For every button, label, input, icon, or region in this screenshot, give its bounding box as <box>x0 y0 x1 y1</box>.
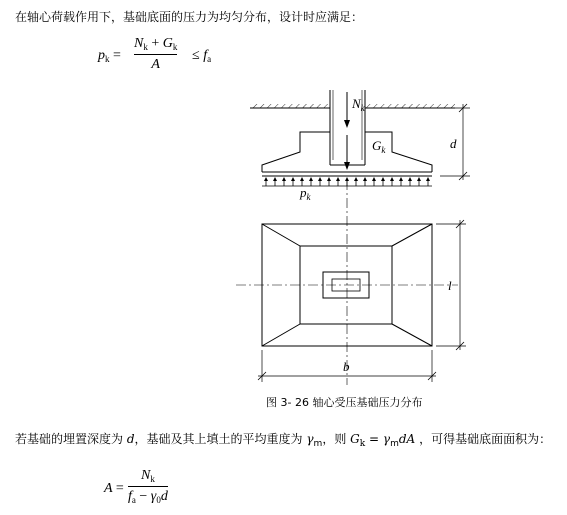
pressure-arrow-head <box>363 177 367 181</box>
s2-eq: = <box>365 432 383 446</box>
formula2-lhs <box>104 481 124 497</box>
pressure-arrow-head <box>327 177 331 181</box>
d2-symbol: d <box>160 489 168 504</box>
pressure-arrow-head <box>381 177 385 181</box>
formula2-numerator <box>141 468 155 484</box>
s2-gamma-m: γ <box>306 432 314 446</box>
fa2-sub: a <box>131 495 136 505</box>
pressure-arrow-head <box>300 177 304 181</box>
s2-gk: G <box>350 432 360 446</box>
equals-sign-2: = <box>115 481 124 496</box>
s2-gamma-m-sub: m <box>313 439 323 449</box>
p-sub: k <box>105 54 110 64</box>
plus-sign: + <box>147 36 163 51</box>
fa-symbol: f <box>203 48 208 63</box>
s2-d: d <box>126 432 135 446</box>
nk-arrow <box>344 92 350 128</box>
nk2-symbol: N <box>140 468 151 483</box>
pk-label: $p_k$ <box>300 185 311 202</box>
pressure-arrow-head <box>372 177 376 181</box>
sentence-2 <box>15 432 551 448</box>
gk-symbol: G <box>162 36 173 51</box>
nk-label: $N_k$ <box>352 96 365 113</box>
equals-sign: = <box>113 48 121 63</box>
formula2-fraction <box>128 468 168 505</box>
formula2-denominator <box>128 489 168 505</box>
intro-text: 在轴心荷载作用下，基础底面的压力为均匀分布，设计时应满足： <box>15 10 364 24</box>
s2-part1: 若基础的埋置深度为 <box>15 432 124 446</box>
minus-sign: − <box>135 489 151 504</box>
s2-gk-sub: k <box>359 439 366 449</box>
fa-sub: a <box>207 54 212 64</box>
s2-gamma-sub: m <box>390 439 399 449</box>
d-label: d <box>450 136 457 151</box>
figure-caption: 图 3- 26 轴心受压基础压力分布 <box>266 396 423 409</box>
pressure-arrow-head <box>291 177 295 181</box>
pressure-arrow-head <box>318 177 322 181</box>
s2-part3: ，则 <box>322 432 347 446</box>
formula1-denominator: A <box>151 57 160 72</box>
nk-sub: k <box>143 42 148 52</box>
gk-label: $G_k$ <box>372 138 386 155</box>
nk-symbol: N <box>134 36 144 51</box>
pressure-arrow-head <box>399 177 403 181</box>
nk2-sub: k <box>150 474 155 484</box>
s2-part2: ，基础及其上填土的平均重度为 <box>134 432 303 446</box>
b-label: b <box>343 359 350 374</box>
pressure-arrow-head <box>390 177 394 181</box>
l-label: l <box>448 278 452 293</box>
gamma0-sub: 0 <box>156 495 161 505</box>
s2-dA: dA <box>398 432 416 446</box>
gamma0-symbol: γ <box>150 489 157 504</box>
p-symbol: p <box>98 48 105 63</box>
pressure-arrow-head <box>264 177 268 181</box>
pressure-arrow-head <box>417 177 421 181</box>
a-symbol: A <box>104 481 113 496</box>
pressure-arrow-head <box>426 177 430 181</box>
pressure-arrow-head <box>309 177 313 181</box>
leq-sign: ≤ <box>192 48 200 63</box>
pressure-arrow-head <box>273 177 277 181</box>
pressure-arrow-head <box>336 177 340 181</box>
pressure-arrow-head <box>408 177 412 181</box>
s2-part4: ，可得基础底面面积为： <box>419 432 552 446</box>
pressure-arrow-head <box>282 177 286 181</box>
gk-sub: k <box>172 42 178 52</box>
pressure-arrow-head <box>354 177 358 181</box>
fa2-symbol: f <box>128 489 132 504</box>
s2-gamma: γ <box>382 432 391 446</box>
fraction-bar-2 <box>128 486 168 487</box>
